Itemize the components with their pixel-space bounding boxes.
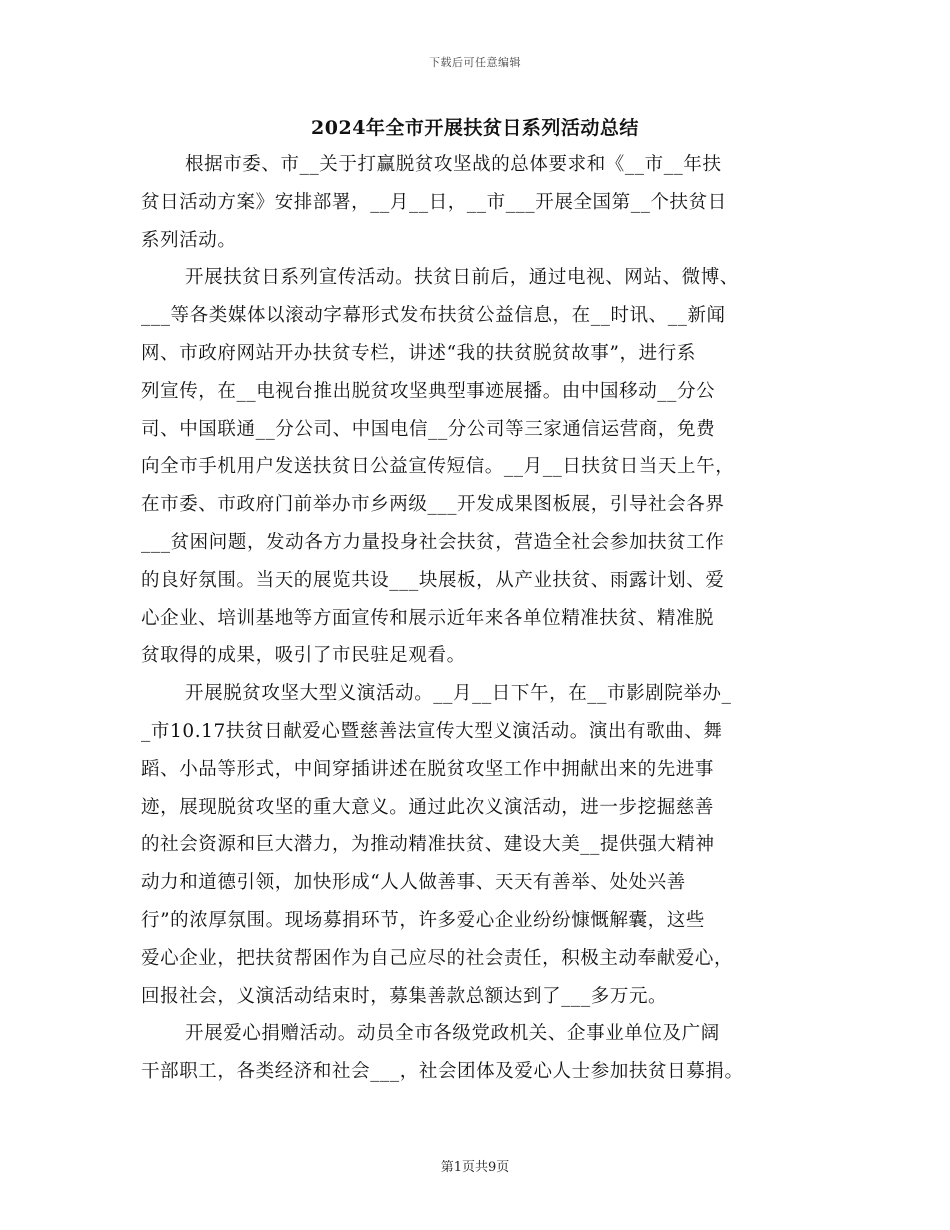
paragraph-line: 向全市手机用户发送扶贫日公益宣传短信。__月__日扶贫日当天上午， — [141, 456, 735, 478]
paragraph-line: 开展脱贫攻坚大型义演活动。__月__日下午，在__市影剧院举办_ — [185, 683, 732, 705]
paragraph-line: ___等各类媒体以滚动字幕形式发布扶贫公益信息，在__时讯、__新闻 — [141, 305, 726, 327]
paragraph-line: ___贫困问题，发动各方力量投身社会扶贫，营造全社会参加扶贫工作 — [141, 531, 725, 553]
paragraph-line: 贫取得的成果，吸引了市民驻足观看。 — [141, 645, 466, 667]
document-title: 2024年全市开展扶贫日系列活动总结 — [311, 117, 639, 139]
paragraph-line: 贫日活动方案》安排部署，__月__日，__市___开展全国第__个扶贫日 — [141, 191, 727, 213]
page-number: 第1页共9页 — [440, 1160, 510, 1175]
paragraph-line: _市10.17扶贫日献爱心暨慈善法宣传大型义演活动。演出有歌曲、舞 — [141, 720, 723, 742]
paragraph-line: 动力和道德引领，加快形成“人人做善事、天天有善举、处处兴善 — [141, 872, 686, 894]
paragraph-line: 回报社会，义演活动结束时，募集善款总额达到了___多万元。 — [141, 985, 668, 1007]
paragraph-line: 迹，展现脱贫攻坚的重大意义。通过此次义演活动，进一步挖掘慈善 — [141, 796, 715, 818]
paragraph-line: 开展扶贫日系列宣传活动。扶贫日前后，通过电视、网站、微博、 — [185, 267, 739, 289]
paragraph-line: 列宣传，在__电视台推出脱贫攻坚典型事迹展播。由中国移动__分公 — [141, 380, 716, 402]
paragraph-line: 根据市委、市__关于打赢脱贫攻坚战的总体要求和《__市__年扶 — [185, 154, 722, 175]
paragraph-line: 干部职工，各类经济和社会___，社会团体及爱心人士参加扶贫日募捐。 — [141, 1061, 744, 1083]
paragraph-line: 系列活动。 — [141, 229, 237, 251]
page-header-note: 下载后可任意编辑 — [429, 56, 521, 69]
paragraph-line: 行”的浓厚氛围。现场募捐环节，许多爱心企业纷纷慷慨解囊，这些 — [141, 909, 705, 931]
paragraph-line: 心企业、培训基地等方面宣传和展示近年来各单位精准扶贫、精准脱 — [141, 607, 715, 629]
paragraph-line: 的社会资源和巨大潜力，为推动精准扶贫、建设大美__提供强大精神 — [141, 834, 715, 856]
paragraph-line: 爱心企业，把扶贫帮困作为自己应尽的社会责任，积极主动奉献爱心， — [141, 947, 734, 969]
paragraph-line: 开展爱心捐赠活动。动员全市各级党政机关、企事业单位及广阔 — [185, 1023, 720, 1045]
paragraph-line: 在市委、市政府门前举办市乡两级___开发成果图板展，引导社会各界 — [141, 494, 725, 516]
document-body — [141, 146, 821, 1091]
paragraph-line: 蹈、小品等形式，中间穿插讲述在脱贫攻坚工作中拥献出来的先进事 — [141, 758, 715, 780]
paragraph-line: 司、中国联通__分公司、中国电信__分公司等三家通信运营商，免费 — [141, 418, 716, 440]
paragraph-line: 的良好氛围。当天的展览共设___块展板，从产业扶贫、雨露计划、爱 — [141, 569, 725, 591]
paragraph-line: 网、市政府网站开办扶贫专栏，讲述“我的扶贫脱贫故事”，进行系 — [141, 342, 696, 364]
